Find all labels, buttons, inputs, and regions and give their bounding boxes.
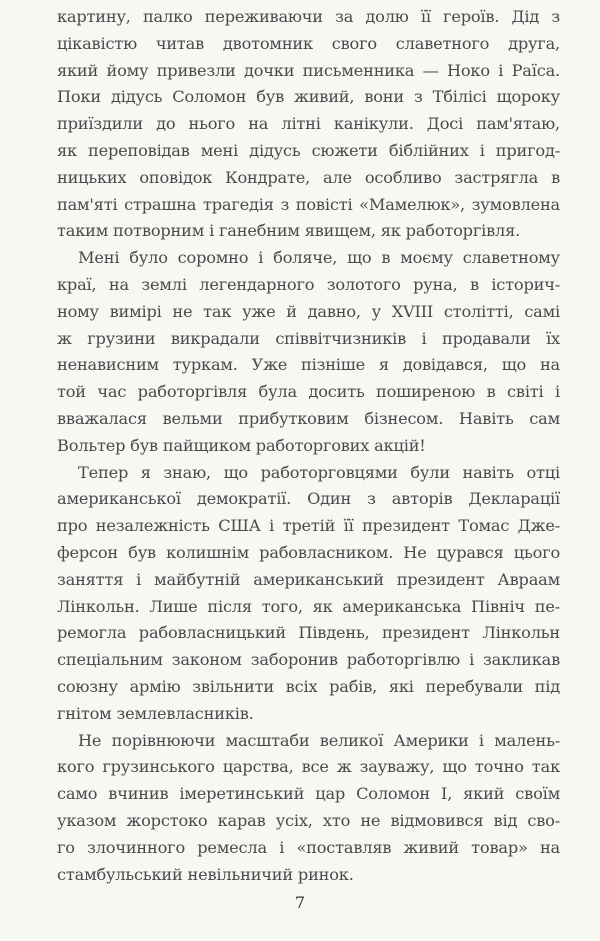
page-body [57,4,560,888]
text-line: картину, палко переживаючи за долю її героїв. Дід з [57,7,560,26]
text-line: Не порівнюючи масштаби великої Америки і малень- [78,730,560,750]
text-line: ненависним туркам. Уже пізніше я довідався, що на [57,355,560,375]
text-line: той час работоргівля була досить поширеною в світі і [57,382,560,402]
text-line: стамбульський невільничий ринок. [57,864,354,884]
text-line: який йому привезли дочки письменника — Ноко і Раїса. [57,60,560,80]
text-line: гнітом землевласників. [57,703,254,723]
text-line: Поки дідусь Соломон був живий, вони з Тбілісі щороку [57,87,560,107]
text-line: ному вимірі не так уже й давно, у XVIII столітті, самі [57,301,560,321]
text-line: ферсон був колишнім рабовласником. Не цурався цього [57,542,560,562]
text-line: ж грузини викрадали співвітчизників і продавали їх [57,328,560,348]
text-line: краї, на землі легендарного золотого руна, в історич- [57,274,560,294]
paragraph [57,245,560,459]
text-line: само вчинив імеретинський цар Соломон І, який своїм [57,784,560,804]
text-line: Вольтер був пайщиком работоргових акцій! [57,435,426,455]
text-line: кого грузинського царства, все ж зауважу, що точно так [57,757,560,777]
text-line: Мені було соромно і боляче, що в моєму славетному [78,248,560,268]
text-line: американської демократії. Один з авторів Декларації [57,489,560,509]
text-line: пам'яті страшна трагедія з повісті «Мамелюк», зумовлена [57,194,560,214]
text-line: ницьких оповідок Кондрате, але особливо застрягла в [57,167,560,187]
text-line: го злочинного ремесла і «поставляв живий товар» на [57,837,560,857]
text-line: про незалежність США і третій її президент Томас Дже- [57,516,560,536]
paragraph [57,460,560,728]
text-line: союзну армію звільнити всіх рабів, які перебували під [57,676,560,696]
paragraph [57,4,560,245]
text-line: Тепер я знаю, що работорговцями були навіть отці [78,462,560,482]
text-line: цікавістю читав двотомник свого славетного друга, [57,33,560,53]
text-line: ремогла рабовласницький Південь, президент Лінкольн [57,623,560,643]
text-line: спеціальним законом заборонив работоргівлю і закликав [57,650,560,670]
paragraph [57,728,560,889]
text-line: заняття і майбутній американський президент Авраам [57,569,560,589]
text-line: приїздили до нього на літні канікули. Досі пам'ятаю, [57,114,560,134]
page-number: 7 [294,893,306,912]
text-line: таким потворним і ганебним явищем, як работоргівля. [57,221,521,241]
text-line: Лінкольн. Лише після того, як американська Північ пе- [57,596,560,616]
text-line: як переповідав мені дідусь сюжети біблійних і пригод- [57,140,560,160]
text-line: указом жорстоко карав усіх, хто не відмовився від сво- [57,810,560,830]
text-line: вважалася вельми прибутковим бізнесом. Навіть сам [57,408,560,428]
